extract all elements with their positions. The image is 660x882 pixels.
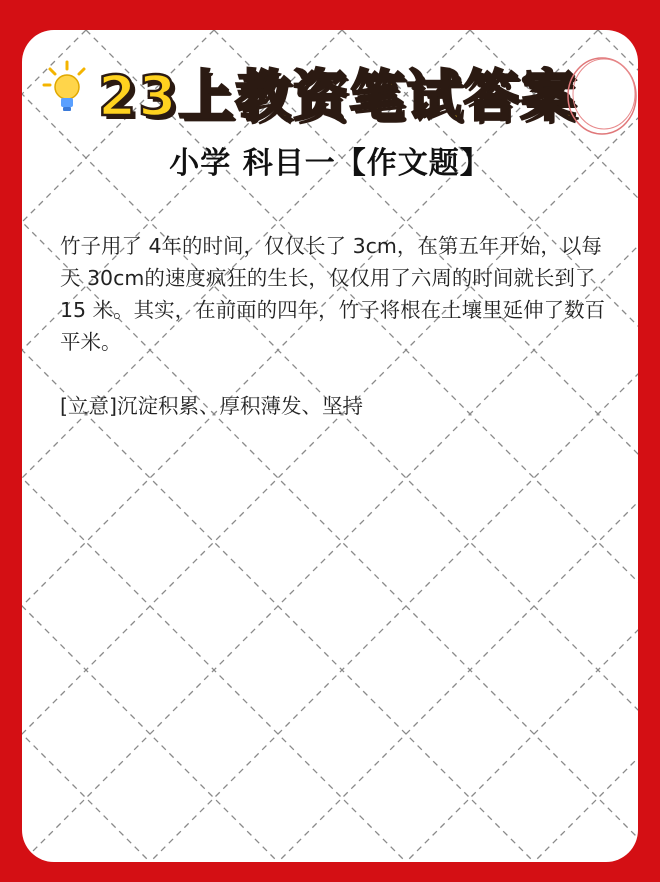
content-card [22,30,638,862]
title-banner [22,48,638,128]
essay-paragraph: 竹子用了 4年的时间，仅仅长了 3cm，在第五年开始，以每天 30cm的速度疯狂的生长，仅仅用了六周的时间就长到了 15 米。其实，在前面的四年，竹子将根在土壤里延伸了数百平米。 [60,234,606,354]
page-subtitle: 小学 科目一【作文题】 [169,146,491,181]
essay-theme: [立意]沉淀积累、厚积薄发、坚持 [60,394,363,418]
page-title: 23上教资笔试答案 [98,64,578,128]
lightbulb-icon [42,60,92,116]
essay-content [60,230,608,422]
circle-stamp [562,48,638,138]
